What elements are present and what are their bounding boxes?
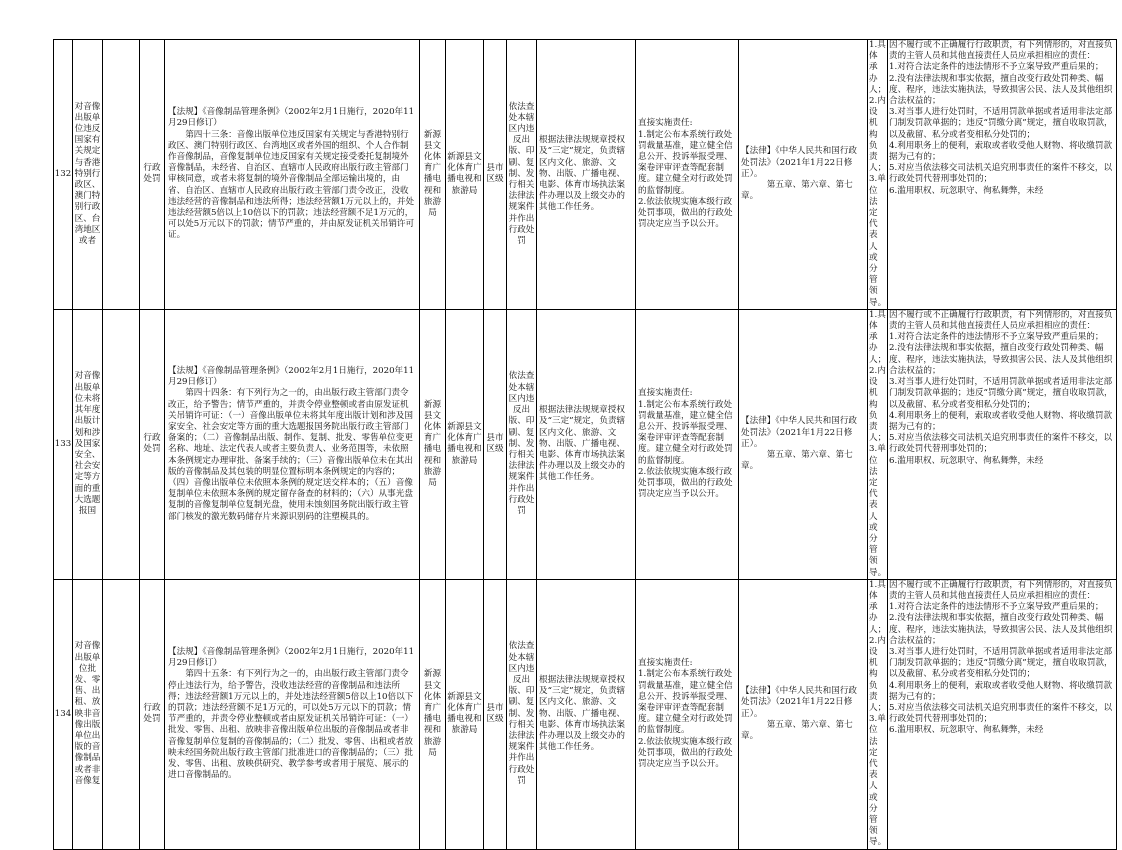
legal-basis-paragraph: 第四十三条：音像出版单位违反国家有关规定与香港特别行政区、澳门特别行政区、台湾地区或者外国的组织、个人合作制作音像制品，音像复制单位违反国家有关规定接受委托复制境外音像制品，未经省、自治区、直辖市人民政府出版行政主管部门审核同意，或者未将复制的境外音像制品全部运输出境的，由省、自治区、直辖市人民政府出版行政主管部门责令改正，没收违法经营的音像制品和违法所得；违法经营额1万元以上的，并处违法经营额5倍以上10倍以下的罚款；违法经营额不足1万元的，可以处5万元以下的罚款；情节严重的，并由原发证机关吊销许可证。 — [168, 129, 415, 241]
accountability-case: 4.利用职务上的便利，索取或者收受他人财物、将收缴罚款据为己有的； — [889, 410, 1113, 432]
accountability-case: 2.没有法律法规和事实依据，擅自改变行政处罚种类、幅度、程序，违法实施执法，导致损害公民、法人及其他组织合法权益的； — [889, 613, 1113, 646]
implementation-responsibility — [636, 309, 739, 579]
accountability-case: 6.滥用职权、玩忽职守、徇私舞弊，未经 — [889, 725, 1044, 736]
row-number: 133 — [54, 309, 73, 579]
responsible-subject: 1.具体承办人；2.内设机构负责人；3.单位法定代表人或分管领导。 — [869, 40, 887, 308]
accountability-cases — [888, 40, 1117, 310]
empty-cell — [103, 579, 140, 849]
accountability-case: 5.对应当依法移交司法机关追究刑事责任的案件不移交，以行政处罚代替刑事处罚的； — [889, 433, 1113, 455]
power-type: 行政处罚 — [140, 579, 165, 849]
implementing-agency: 新源县文化体育广播电视和旅游局 — [420, 309, 446, 579]
responsible-department: 新源县文化体育广播电视和旅游局 — [446, 309, 484, 579]
accountability-case: 6.滥用职权、玩忽职守、徇私舞弊，未经 — [889, 455, 1044, 466]
department-duty: 根据法律法规规章授权及“三定”规定，负责辖区内文化、旅游、文物、出版、广播电视、电影、体育市场执法案件办理以及上级交办的其他工作任务。 — [537, 40, 636, 310]
implementation-paragraph: 直接实施责任: — [638, 388, 693, 399]
accountability-law-paragraph: 第五章、第六章、第七章。 — [741, 719, 853, 741]
legal-basis — [165, 309, 420, 579]
implementation-paragraph: 1.制定公布本系统行政处罚裁量基准，建立健全信息公开、投诉举报受理、案卷评审评查等配套制度。建立健全对行政处罚的监督制度。 — [638, 669, 733, 736]
implementation-responsibility — [636, 579, 739, 849]
row-number: 132 — [54, 40, 73, 310]
accountability-law-paragraph: 【法律】《中华人民共和国行政处罚法》（2021年1月22日修正）。 — [741, 686, 858, 719]
accountability-case: 2.没有法律法规和事实依据，擅自改变行政处罚种类、幅度、程序，违法实施执法，导致损害公民、法人及其他组织合法权益的； — [889, 73, 1113, 107]
power-type: 行政处罚 — [140, 309, 165, 579]
item-name: 对音像出版单位违反国家有关规定与香港特别行政区、澳门特别行政区、台湾地区或者 — [73, 40, 103, 310]
power-type: 行政处罚 — [140, 40, 165, 310]
accountability-case: 4.利用职务上的便利，索取或者收受他人财物、将收缴罚款据为己有的； — [889, 680, 1113, 702]
accountability-case: 3.对当事人进行处罚时，不适用罚款单据或者适用非法定部门制发罚款单据的；违反“罚缴分离”规定，擅自收取罚款，以及截留、私分或者变相私分处罚的； — [889, 107, 1113, 140]
accountability-case: 因不履行或不正确履行行政职责，有下列情形的，对直接负责的主管人员和其他直接责任人员应承担相应的责任： — [889, 40, 1113, 62]
empty-cell — [103, 309, 140, 579]
accountability-case: 1.对符合法定条件的违法情形不予立案导致严重后果的； — [889, 332, 1104, 343]
accountability-law-paragraph: 【法律】《中华人民共和国行政处罚法》（2021年1月22日修正）。 — [741, 416, 858, 449]
implementation-paragraph: 1.制定公布本系统行政处罚裁量基准，建立健全信息公开、投诉举报受理、案卷评审评查等配套制度。建立健全对行政处罚的监督制度。 — [638, 129, 733, 196]
accountability-case: 1.对符合法定条件的违法情形不予立案导致严重后果的； — [889, 602, 1104, 613]
implementation-paragraph: 直接实施责任: — [638, 658, 693, 669]
legal-basis — [165, 579, 420, 849]
item-name: 对音像出版单位未将其年度出版计划和涉及国家安全、社会安定等方面的重大选题报国 — [73, 309, 103, 579]
legal-basis-paragraph: 【法规】《音像制品管理条例》（2002年2月1日施行，2020年11月29日修订） — [168, 365, 415, 388]
implementation-paragraph: 2.依法依规实施本级行政处罚事项，做出的行政处罚决定应当予以公开。 — [638, 466, 733, 500]
responsible-department: 新源县文化体育广播电视和旅游局 — [446, 579, 484, 849]
legal-basis-paragraph: 【法规】《音像制品管理条例》（2002年2月1日施行，2020年11月29日修订） — [168, 646, 415, 669]
accountability-case: 5.对应当依法移交司法机关追究刑事责任的案件不移交，以行政处罚代替刑事处罚的； — [889, 163, 1113, 185]
accountability-law — [739, 579, 868, 849]
department-duty: 根据法律法规规章授权及“三定”规定，负责辖区内文化、旅游、文物、出版、广播电视、电影、体育市场执法案件办理以及上级交办的其他工作任务。 — [537, 309, 636, 579]
table-row — [54, 40, 1117, 310]
accountability-case: 1.对符合法定条件的违法情形不予立案导致严重后果的； — [889, 62, 1104, 73]
accountability-case: 5.对应当依法移交司法机关追究刑事责任的案件不移交，以行政处罚代替刑事处罚的； — [889, 702, 1113, 725]
accountability-law-paragraph: 第五章、第六章、第七章。 — [741, 180, 853, 202]
department-duty: 根据法律法规规章授权及“三定”规定，负责辖区内文化、旅游、文物、出版、广播电视、电影、体育市场执法案件办理以及上级交办的其他工作任务。 — [537, 579, 636, 849]
accountability-case: 4.利用职务上的便利，索取或者收受他人财物、将收缴罚款据为己有的； — [889, 140, 1113, 163]
accountability-cases — [888, 309, 1117, 579]
implementation-responsibility — [636, 40, 739, 310]
accountability-law — [739, 40, 868, 310]
empty-cell — [103, 40, 140, 310]
implementation-paragraph: 2.依法依规实施本级行政处罚事项，做出的行政处罚决定应当予以公开。 — [638, 736, 733, 769]
accountability-law-paragraph: 第五章、第六章、第七章。 — [741, 449, 853, 472]
implementing-agency: 新源县文化体育广播电视和旅游局 — [420, 579, 446, 849]
legal-basis-paragraph: 第四十四条：有下列行为之一的，由出版行政主管部门责令改正，给予警告；情节严重的，并责令停业整顿或者由原发证机关吊销许可证：（一）音像出版单位未将其年度出版计划和涉及国家安全、社会安定等方面的重大选题报国务院出版行政主管部门备案的；（二）音像制品出版、制作、复制、批发、零售单位变更名称、地址、法定代表人或者主要负责人、业务范围等，未依照本条例规定办理审批、备案手续的；（三）音像出版单位未在其出版的音像制品及其包装的明显位置标明本条例规定的内容的；（四）音像出版单位未依照本条例的规定送交样本的；（五）音像复制单位未依照本条例的规定留存备查的材料的；（六）从事光盘复制的音像复制单位复制光盘，使用未蚀刻国务院出版行政主管部门核发的激光数码储存片来源识别码的注塑模具的。 — [168, 388, 413, 522]
implementation-paragraph: 直接实施责任: — [638, 118, 693, 129]
exercise-level: 县市区级 — [484, 40, 507, 310]
item-name: 对音像出版单位批发、零售、出租、放映非音像出版单位出版的音像制品或者非音像复 — [73, 579, 103, 849]
accountability-law-paragraph: 【法律】《中华人民共和国行政处罚法》（2021年1月22日修正）。 — [741, 146, 858, 179]
implementation-paragraph: 1.制定公布本系统行政处罚裁量基准，建立健全信息公开、投诉举报受理、案卷评审评查等配套制度。建立健全对行政处罚的监督制度。 — [638, 399, 733, 466]
accountability-cases — [888, 579, 1117, 849]
accountability-case: 2.没有法律法规和事实依据，擅自改变行政处罚种类、幅度、程序，违法实施执法，导致损害公民、法人及其他组织合法权益的； — [889, 343, 1113, 376]
accountability-law — [739, 309, 868, 579]
legal-basis-paragraph: 【法规】《音像制品管理条例》（2002年2月1日施行，2020年11月29日修订） — [168, 107, 415, 129]
responsible-department: 新源县文化体育广播电视和旅游局 — [446, 40, 484, 310]
power-content: 依法查处本辖区内违反出版、印刷、复制、发行相关法律法规案件并作出行政处罚 — [507, 40, 537, 310]
row-number: 134 — [54, 579, 73, 849]
implementation-paragraph: 2.依法依规实施本级行政处罚事项，做出的行政处罚决定应当予以公开。 — [638, 196, 733, 230]
responsible-subject: 1.具体承办人；2.内设机构负责人；3.单位法定代表人或分管领导。 — [869, 309, 887, 578]
accountability-case: 3.对当事人进行处罚时，不适用罚款单据或者适用非法定部门制发罚款单据的；违反“罚缴分离”规定，擅自收取罚款，以及截留、私分或者变相私分处罚的； — [889, 646, 1113, 680]
accountability-case: 6.滥用职权、玩忽职守、徇私舞弊，未经 — [889, 185, 1044, 196]
implementing-agency: 新源县文化体育广播电视和旅游局 — [420, 40, 446, 310]
legal-basis — [165, 40, 420, 310]
power-content: 依法查处本辖区内违反出版、印刷、复制、发行相关法律法规案件并作出行政处罚 — [507, 309, 537, 579]
accountability-case: 因不履行或不正确履行行政职责，有下列情形的，对直接负责的主管人员和其他直接责任人员应承担相应的责任： — [889, 309, 1113, 332]
table-row — [54, 579, 1117, 849]
accountability-case: 3.对当事人进行处罚时，不适用罚款单据或者适用非法定部门制发罚款单据的；违反“罚缴分离”规定，擅自收取罚款，以及截留、私分或者变相私分处罚的； — [889, 377, 1113, 410]
table-row — [54, 309, 1117, 579]
accountability-case: 因不履行或不正确履行行政职责，有下列情形的，对直接负责的主管人员和其他直接责任人员应承担相应的责任： — [889, 579, 1113, 601]
power-content: 依法查处本辖区内违反出版、印刷、复制、发行相关法律法规案件并作出行政处罚 — [507, 579, 537, 849]
exercise-level: 县市区级 — [484, 579, 507, 849]
power-list-table — [53, 39, 1117, 850]
legal-basis-paragraph: 第四十五条：有下列行为之一的，由出版行政主管部门责令停止违法行为，给予警告，没收违法经营的音像制品和违法所得；违法经营额1万元以上的，并处违法经营额5倍以上10倍以下的罚款；违法经营额不足1万元的，可以处5万元以下的罚款；情节严重的，并责令停业整顿或者由原发证机关吊销许可证：（一）批发、零售、出租、放映非音像出版单位出版的音像制品或者非音像复制单位复制的音像制品的；（二）批发、零售、出租或者放映未经国务院出版行政主管部门批准进口的音像制品的；（三）批发、零售、出租、放映供研究、教学参考或者用于展览、展示的进口音像制品的。 — [168, 669, 414, 781]
responsible-subject: 1.具体承办人；2.内设机构负责人；3.单位法定代表人或分管领导。 — [869, 579, 887, 848]
exercise-level: 县市区级 — [484, 309, 507, 579]
